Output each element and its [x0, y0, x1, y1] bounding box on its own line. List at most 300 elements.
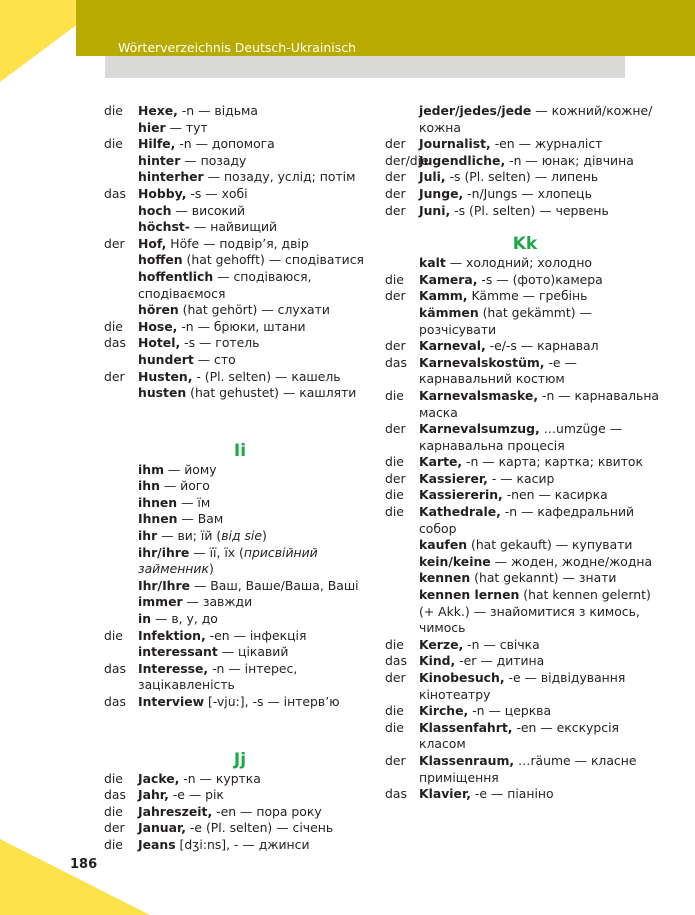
dictionary-entry	[104, 302, 376, 319]
entry-article	[104, 511, 138, 528]
entry-text	[138, 644, 376, 661]
entry-headword: kein/keine	[419, 553, 491, 569]
entry-headword: Interview	[138, 694, 205, 709]
entry-headword: hundert	[138, 351, 194, 367]
entry-headword: Hose,	[138, 318, 178, 334]
header-strip-cut	[600, 56, 625, 78]
entry-translation: — жоден, жодне/жодна	[490, 553, 653, 569]
entry-text	[138, 103, 376, 120]
entry-translation: -n — кафедральний собор	[419, 504, 635, 536]
entry-text	[138, 219, 376, 236]
entry-article: die	[385, 487, 404, 503]
section-i-list	[104, 462, 376, 711]
entry-text	[419, 786, 665, 803]
entry-headword: Jeans	[138, 836, 176, 852]
entry-translation: — сподіваюся, сподіваємося	[138, 268, 312, 301]
entry-text	[138, 578, 376, 595]
dictionary-entry	[385, 554, 665, 571]
dictionary-entry	[104, 236, 376, 253]
entry-text	[138, 169, 376, 186]
entry-article: der	[385, 185, 406, 201]
entry-headword: kennen	[419, 570, 471, 586]
dictionary-entry	[104, 628, 376, 645]
entry-translation: -e — піаніно	[470, 786, 554, 802]
dictionary-entry	[104, 495, 376, 512]
entry-translation: -nen — касирка	[502, 487, 608, 503]
entry-translation: -n — допомога	[175, 136, 275, 152]
entry-translation: — його	[159, 478, 210, 494]
dictionary-entry	[385, 471, 665, 488]
dictionary-entry	[385, 203, 665, 220]
entry-article: die	[104, 836, 123, 852]
entry-translation: — завжди	[182, 594, 253, 610]
entry-translation: -n — церква	[468, 703, 552, 719]
entry-translation: — кожний/кожне/кожна	[419, 103, 653, 135]
entry-translation: -n — куртка	[179, 770, 261, 786]
entry-article	[104, 644, 138, 661]
entry-text	[138, 369, 376, 386]
section-j-continued-list	[385, 103, 665, 219]
entry-article	[104, 252, 138, 269]
entry-headword: hoffen	[138, 252, 183, 268]
entry-headword: ihn	[138, 478, 160, 494]
entry-text	[419, 471, 665, 488]
entry-translation: -s — хобі	[186, 185, 248, 201]
entry-article: der	[385, 136, 406, 152]
entry-article	[385, 570, 419, 587]
entry-translation: -n — карта; картка; квиток	[462, 454, 643, 470]
dictionary-entry	[104, 269, 376, 302]
entry-translation: -e — відвідування кінотеатру	[419, 670, 626, 702]
entry-translation: -n — інтерес, зацікавленість	[138, 660, 298, 693]
entry-article: die	[104, 136, 123, 152]
entry-text	[419, 272, 665, 289]
entry-article	[385, 103, 419, 136]
entry-headword: Kerze,	[419, 636, 464, 652]
entry-headword: Hexe,	[138, 103, 178, 118]
dictionary-entry	[385, 587, 665, 637]
entry-article: der	[385, 169, 406, 185]
left-column	[104, 103, 376, 854]
entry-text	[419, 255, 665, 272]
dictionary-entry	[385, 153, 665, 170]
entry-article: die	[385, 636, 404, 652]
entry-text	[138, 594, 376, 611]
entry-headword: jeder/jedes/jede	[419, 103, 532, 118]
entry-text	[138, 335, 376, 352]
section-letter-i: Ii	[233, 440, 247, 461]
entry-text	[419, 537, 665, 554]
entry-headword: höchst-	[138, 219, 190, 235]
entry-translation: -s — готель	[180, 335, 260, 351]
entry-headword: Karnevalskostüm,	[419, 354, 545, 370]
entry-headword: Karnevalsumzug,	[419, 421, 540, 437]
dictionary-entry	[385, 454, 665, 471]
entry-article: das	[104, 335, 126, 351]
entry-translation: -e (Pl. selten) — січень	[185, 820, 334, 836]
dictionary-entry	[104, 385, 376, 402]
entry-article: die	[385, 271, 404, 287]
entry-headword: immer	[138, 594, 183, 610]
dictionary-entry	[385, 786, 665, 803]
entry-text	[419, 103, 665, 136]
entry-article: das	[385, 354, 407, 370]
dictionary-entry	[104, 335, 376, 352]
entry-article: die	[385, 387, 404, 403]
dictionary-entry	[104, 186, 376, 203]
entry-article	[104, 302, 138, 319]
entry-article	[385, 587, 419, 637]
entry-headword: ihr	[138, 528, 158, 544]
entry-translation: …umzüge — карнавальна процесія	[419, 421, 623, 453]
dictionary-entry	[385, 753, 665, 786]
entry-headword: kaufen	[419, 537, 468, 553]
entry-text	[138, 545, 376, 578]
entry-text	[419, 288, 665, 305]
entry-translation: -n — свічка	[463, 636, 540, 652]
page-number: 186	[70, 857, 98, 872]
entry-text	[419, 637, 665, 654]
dictionary-entry	[385, 487, 665, 504]
entry-article: die	[385, 504, 404, 520]
entry-headword: hören	[138, 302, 179, 318]
entry-article	[104, 462, 138, 479]
entry-headword: hoffentlich	[138, 268, 214, 284]
entry-headword: Kinobesuch,	[419, 670, 505, 685]
entry-translation: (hat gekannt) — знати	[470, 570, 617, 586]
entry-article	[104, 594, 138, 611]
entry-translation: (hat gehofft) — сподіватися	[182, 252, 364, 268]
dictionary-entry	[104, 594, 376, 611]
entry-text	[138, 269, 376, 302]
entry-article: der	[385, 752, 406, 768]
dictionary-entry	[385, 720, 665, 753]
entry-translation: — холодний; холодно	[445, 255, 593, 271]
entry-headword: Juni,	[419, 202, 451, 218]
entry-article: das	[104, 185, 126, 201]
entry-article: der	[385, 288, 406, 304]
entry-text	[419, 186, 665, 203]
entry-article: der	[385, 470, 406, 486]
entry-headword: ihr/ihre	[138, 544, 190, 560]
entry-text	[138, 661, 376, 694]
entry-headword: hinterher	[138, 169, 204, 185]
entry-headword: Husten,	[138, 368, 193, 384]
entry-translation: -en — інфекція	[205, 627, 307, 643]
entry-translation: -n — юнак; дівчина	[505, 152, 634, 168]
dictionary-entry	[104, 169, 376, 186]
dictionary-entry	[104, 771, 376, 788]
entry-headword: Hof,	[138, 235, 167, 251]
entry-headword: interessant	[138, 644, 218, 660]
entry-translation: -e — рік	[168, 787, 224, 803]
dictionary-entry	[104, 820, 376, 837]
entry-text	[419, 421, 665, 454]
entry-translation: -n — відьма	[177, 103, 258, 118]
entry-headword: Jugendliche,	[419, 152, 506, 168]
entry-article: das	[385, 653, 407, 669]
entry-translation: [-vju:], -s — інтерв’ю	[204, 694, 340, 709]
entry-text	[138, 511, 376, 528]
dictionary-entry	[385, 338, 665, 355]
entry-headword: Januar,	[138, 820, 186, 836]
entry-translation: -e/-s — карнавал	[485, 338, 599, 354]
dictionary-entry	[104, 511, 376, 528]
dictionary-entry	[385, 103, 665, 136]
entry-text	[138, 528, 376, 545]
dictionary-entry	[104, 252, 376, 269]
entry-article: der	[104, 235, 125, 251]
entry-headword: ihm	[138, 461, 164, 477]
dictionary-entry	[104, 319, 376, 336]
dictionary-entry	[104, 545, 376, 578]
dictionary-entry	[385, 570, 665, 587]
entry-translation: (hat kennen gelernt) (+ Akk.) — знайомитися з кимось, чимось	[419, 587, 651, 636]
entry-article	[104, 203, 138, 220]
entry-article: die	[104, 770, 123, 786]
entry-note: від sie	[221, 528, 262, 544]
entry-translation: -s (Pl. selten) — червень	[450, 202, 609, 218]
entry-text	[138, 495, 376, 512]
entry-headword: Jacke,	[138, 770, 180, 786]
entry-translation: — Вам	[177, 511, 224, 527]
dictionary-entry	[104, 120, 376, 137]
entry-translation: [dʒi:ns], - — джинси	[175, 836, 310, 852]
entry-article: die	[104, 803, 123, 819]
entry-headword: Juli,	[419, 169, 446, 185]
entry-article: der	[385, 670, 406, 685]
entry-note: присвійний займенник	[138, 544, 318, 577]
entry-translation: — найвищий	[189, 219, 278, 235]
section-j-list	[104, 771, 376, 854]
entry-text	[419, 753, 665, 786]
entry-text	[138, 120, 376, 137]
entry-article	[104, 120, 138, 137]
entry-translation: — сто	[193, 351, 236, 367]
dictionary-entry	[385, 186, 665, 203]
dictionary-entry	[385, 421, 665, 454]
entry-article	[385, 305, 419, 338]
entry-text	[138, 462, 376, 479]
entry-text	[419, 487, 665, 504]
entry-translation: - — касир	[487, 470, 555, 486]
entry-translation: - (Pl. selten) — кашель	[192, 368, 341, 384]
entry-headword: Kassiererin,	[419, 487, 503, 503]
entry-translation: …räume — класне приміщення	[419, 752, 637, 785]
entry-headword: Kind,	[419, 653, 456, 669]
entry-headword: hoch	[138, 202, 172, 218]
entry-article	[104, 611, 138, 628]
entry-translation: — її, їх (	[189, 544, 244, 560]
entry-text	[138, 771, 376, 788]
entry-headword: kennen lernen	[419, 587, 520, 603]
entry-article	[104, 153, 138, 170]
entry-article: das	[104, 694, 126, 709]
entry-translation: — в, у, до	[151, 611, 218, 627]
entry-text	[138, 302, 376, 319]
dictionary-entry	[104, 694, 376, 711]
entry-headword: hinter	[138, 152, 181, 168]
entry-text	[419, 338, 665, 355]
entry-headword: Hotel,	[138, 335, 181, 351]
section-letter-k: Kk	[512, 234, 538, 255]
entry-headword: Hilfe,	[138, 136, 176, 152]
dictionary-entry	[385, 288, 665, 305]
entry-translation: -en — журналіст	[490, 136, 603, 152]
entry-translation: — їм	[177, 494, 211, 510]
entry-headword: Karnevalsmaske,	[419, 387, 539, 403]
entry-text	[138, 628, 376, 645]
dictionary-entry	[104, 578, 376, 595]
entry-translation: -er — дитина	[455, 653, 545, 669]
entry-translation: — позаду	[180, 152, 247, 168]
entry-translation: — ви; їй (	[157, 528, 222, 544]
entry-translation: -s — (фото)камера	[477, 271, 603, 287]
entry-text	[138, 478, 376, 495]
entry-translation: -n — брюки, штани	[177, 318, 306, 334]
entry-article	[385, 554, 419, 571]
entry-headword: Infektion,	[138, 627, 206, 643]
entry-text	[138, 319, 376, 336]
dictionary-entry	[385, 703, 665, 720]
entry-article	[104, 269, 138, 302]
section-letter-j: Jj	[233, 749, 247, 770]
dictionary-entry	[385, 305, 665, 338]
entry-translation: (hat gehustet) — кашляти	[186, 385, 357, 401]
entry-translation: Kämme — гребінь	[467, 288, 588, 304]
dictionary-entry	[104, 661, 376, 694]
entry-text	[138, 236, 376, 253]
dictionary-entry	[385, 272, 665, 289]
entry-text	[138, 694, 376, 711]
entry-article	[104, 169, 138, 186]
entry-article: der/die	[385, 152, 429, 168]
entry-article	[104, 495, 138, 512]
entry-text	[138, 136, 376, 153]
entry-article	[104, 578, 138, 595]
entry-article: der	[104, 820, 125, 836]
dictionary-entry	[385, 255, 665, 272]
header-strip	[105, 56, 625, 78]
dictionary-entry	[385, 637, 665, 654]
entry-text	[419, 504, 665, 537]
entry-text	[138, 203, 376, 220]
entry-headword: ihnen	[138, 494, 178, 510]
entry-headword: Interesse,	[138, 660, 209, 676]
entry-text	[138, 837, 376, 854]
entry-translation: -n/Jungs — хлопець	[463, 185, 592, 201]
entry-article: das	[104, 660, 126, 676]
entry-translation: — позаду, услід; потім	[203, 169, 356, 185]
entry-headword: Junge,	[419, 185, 464, 201]
entry-article	[104, 545, 138, 578]
dictionary-entry	[104, 611, 376, 628]
entry-headword: Kamera,	[419, 271, 478, 287]
entry-headword: Karte,	[419, 454, 463, 470]
entry-text	[419, 169, 665, 186]
dictionary-entry	[104, 644, 376, 661]
entry-article: die	[104, 318, 123, 334]
dictionary-entry	[104, 136, 376, 153]
dictionary-entry	[104, 103, 376, 120]
dictionary-entry	[385, 169, 665, 186]
entry-text	[419, 153, 665, 170]
entry-headword: Hobby,	[138, 185, 187, 201]
entry-headword: Klassenfahrt,	[419, 719, 513, 735]
entry-article: die	[385, 719, 404, 735]
entry-text	[138, 820, 376, 837]
entry-text	[419, 388, 665, 421]
entry-headword: Kathedrale,	[419, 504, 501, 520]
entry-headword: Klavier,	[419, 786, 471, 802]
entry-translation: (hat gehört) — слухати	[178, 302, 330, 318]
entry-text	[138, 611, 376, 628]
dictionary-entry	[385, 653, 665, 670]
dictionary-entry	[104, 369, 376, 386]
entry-article: der	[104, 368, 125, 384]
entry-text	[419, 703, 665, 720]
entry-text	[419, 587, 665, 637]
entry-text	[419, 720, 665, 753]
entry-translation: -s (Pl. selten) — липень	[445, 169, 599, 185]
dictionary-entry	[385, 670, 665, 703]
entry-headword: kämmen	[419, 304, 479, 320]
entry-text	[419, 136, 665, 153]
entry-article: die	[385, 454, 404, 470]
entry-article	[385, 255, 419, 272]
dictionary-entry	[104, 787, 376, 804]
dictionary-entry	[385, 355, 665, 388]
dictionary-entry	[104, 528, 376, 545]
entry-article: das	[385, 786, 407, 802]
dictionary-entry	[104, 462, 376, 479]
entry-article	[104, 219, 138, 236]
entry-translation: — цікавий	[217, 644, 289, 660]
entry-headword: Ihnen	[138, 511, 178, 527]
entry-text	[138, 153, 376, 170]
entry-text	[138, 352, 376, 369]
right-column	[385, 103, 665, 803]
entry-translation-end: )	[208, 561, 214, 577]
entry-translation: — високий	[171, 202, 246, 218]
entry-headword: Jahreszeit,	[138, 803, 213, 819]
entry-translation: -en — пора року	[212, 803, 322, 819]
entry-translation: (hat gekämmt) — розчісувати	[419, 304, 592, 337]
entry-article: der	[385, 202, 406, 218]
entry-headword: Journalist,	[419, 136, 491, 152]
dictionary-entry	[104, 153, 376, 170]
entry-headword: husten	[138, 385, 187, 401]
entry-translation: -e — карнавальний костюм	[419, 354, 577, 387]
entry-translation: — тут	[165, 119, 208, 135]
entry-text	[138, 385, 376, 402]
entry-text	[419, 305, 665, 338]
entry-headword: Karneval,	[419, 338, 486, 354]
entry-article: die	[104, 103, 123, 118]
entry-translation: Höfe — подвір’я, двір	[166, 235, 309, 251]
entry-text	[419, 670, 665, 703]
entry-text	[419, 355, 665, 388]
dictionary-entry	[385, 388, 665, 421]
entry-article	[104, 352, 138, 369]
entry-translation: -n — карнавальна маска	[419, 387, 660, 420]
entry-text	[138, 787, 376, 804]
entry-text	[419, 203, 665, 220]
dictionary-entry	[104, 804, 376, 821]
entry-translation: (hat gekauft) — купувати	[467, 537, 633, 553]
entry-article	[104, 528, 138, 545]
dictionary-entry	[104, 478, 376, 495]
